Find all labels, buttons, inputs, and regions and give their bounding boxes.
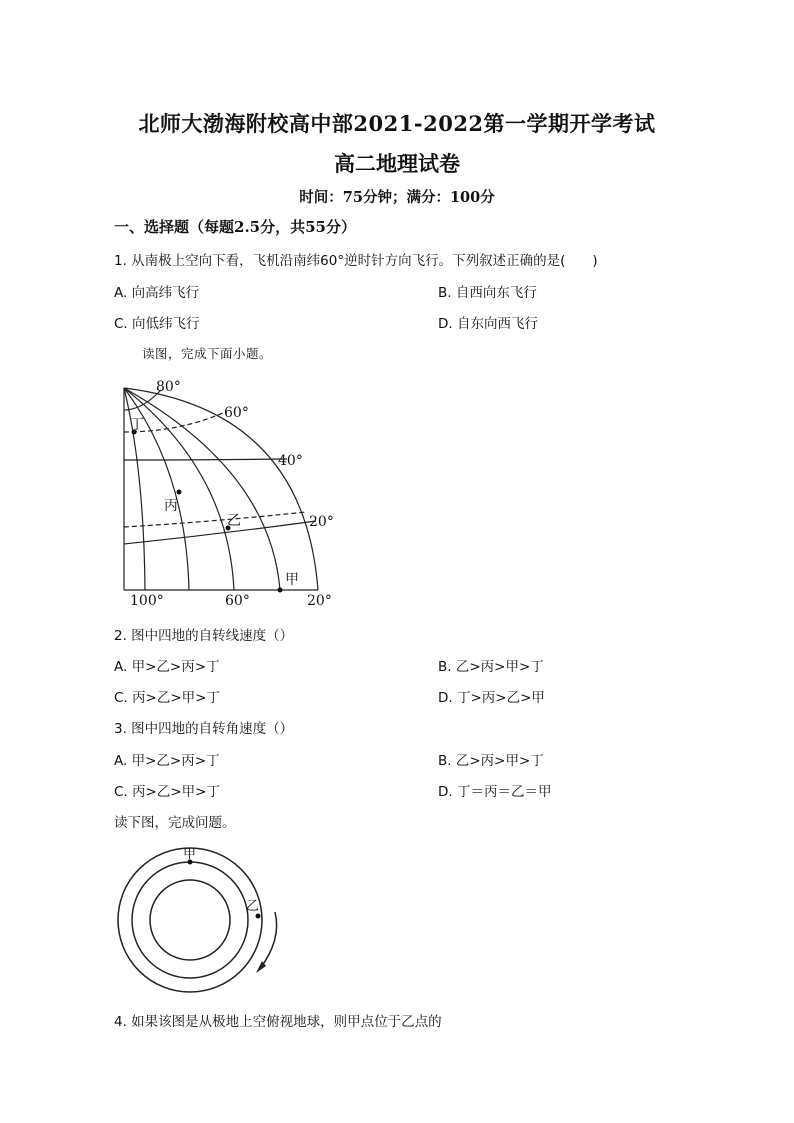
question-3-stem: 3. 图中四地的自转角速度（） — [114, 721, 294, 737]
lat-label-60: 60° — [224, 405, 249, 421]
q1-option-a: A. 向高纬飞行 — [114, 285, 200, 301]
q1-option-b: B. 自西向东飞行 — [438, 285, 537, 301]
lon-label-100: 100° — [130, 593, 164, 609]
section-heading: 一、选择题（每题2.5分，共55分） — [114, 218, 356, 236]
point-bing — [177, 490, 182, 495]
point-label-jia: 甲 — [285, 572, 299, 588]
question-2-stem: 2. 图中四地的自转线速度（） — [114, 628, 294, 644]
figure1-hint: 读图，完成下面小题。 — [142, 346, 273, 361]
lat-label-20: 20° — [309, 514, 334, 530]
outer-boundary-arc — [124, 388, 318, 590]
point-label-ding: 丁 — [130, 417, 144, 433]
figure2-hint: 读下图，完成问题。 — [114, 815, 236, 831]
q2-option-b: B. 乙>丙>甲>丁 — [438, 659, 544, 675]
q1-option-c: C. 向低纬飞行 — [114, 316, 200, 332]
question-4-stem: 4. 如果该图是从极地上空俯视地球，则甲点位于乙点的 — [114, 1014, 442, 1030]
meridian-40 — [124, 388, 280, 590]
q2-option-c: C. 丙>乙>甲>丁 — [114, 690, 220, 706]
q3-option-c: C. 丙>乙>甲>丁 — [114, 784, 220, 800]
exam-meta: 时间：75分钟；满分：100分 — [299, 189, 495, 206]
inner-circle — [150, 880, 230, 960]
q2-option-d: D. 丁>丙>乙>甲 — [438, 690, 545, 706]
lat-label-80: 80° — [156, 379, 181, 395]
parallel-40 — [124, 459, 287, 460]
point-label-bing: 丙 — [164, 498, 178, 514]
exam-title: 北师大渤海附校高中部2021-2022第一学期开学考试 — [138, 111, 656, 136]
fig2-label-jia: 甲 — [183, 847, 197, 862]
concentric-circles-figure — [110, 840, 300, 1000]
q3-option-d: D. 丁＝丙＝乙＝甲 — [438, 784, 552, 800]
lon-label-60: 60° — [225, 593, 250, 609]
point-yi-fig2 — [256, 914, 261, 919]
parallel-10 — [124, 521, 316, 544]
question-1-stem: 1. 从南极上空向下看，飞机沿南纬60°逆时针方向飞行。下列叙述正确的是( ) — [114, 253, 598, 269]
q2-option-a: A. 甲>乙>丙>丁 — [114, 659, 220, 675]
q3-option-a: A. 甲>乙>丙>丁 — [114, 753, 220, 769]
q1-option-d: D. 自东向西飞行 — [438, 316, 538, 332]
exam-subtitle: 高二地理试卷 — [334, 151, 460, 176]
lon-label-20: 20° — [307, 593, 332, 609]
parallel-20-dashed — [124, 512, 306, 527]
point-label-yi: 乙 — [227, 513, 241, 529]
q3-option-b: B. 乙>丙>甲>丁 — [438, 753, 544, 769]
point-jia — [278, 588, 283, 593]
fig2-label-yi: 乙 — [246, 899, 260, 914]
lat-label-40: 40° — [278, 453, 303, 469]
outer-circle — [118, 848, 262, 992]
graticule-figure — [110, 370, 350, 610]
